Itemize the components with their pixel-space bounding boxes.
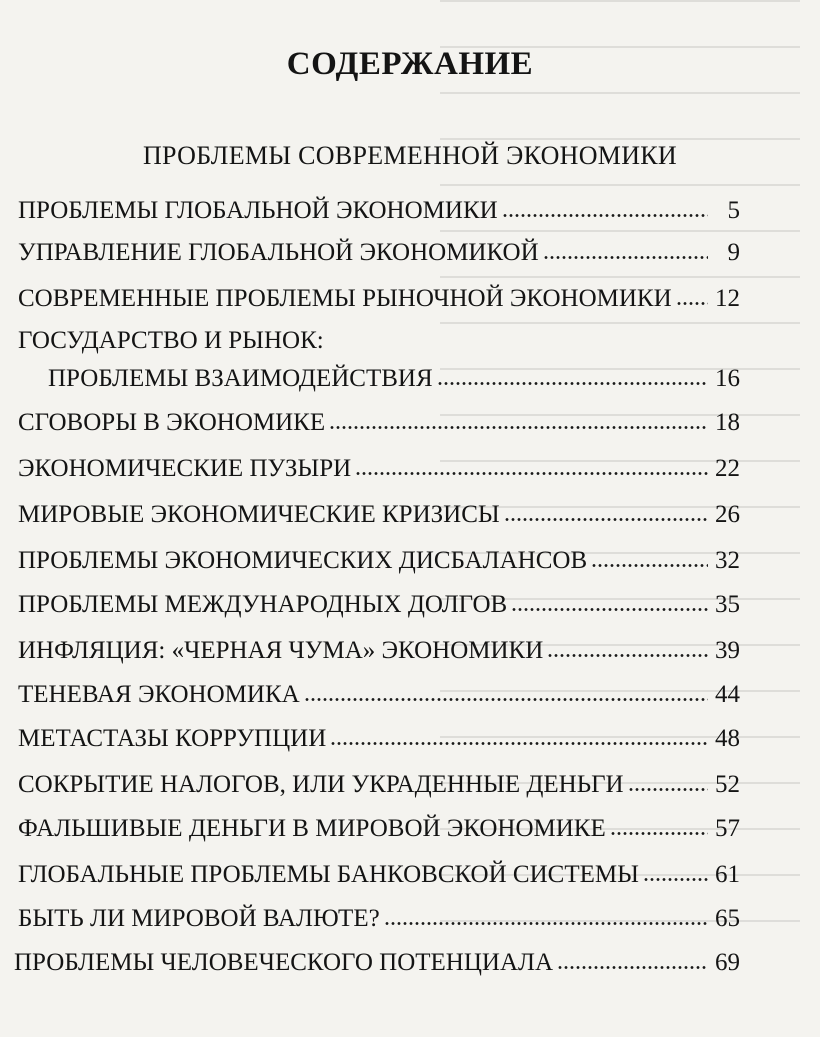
toc-entry[interactable]: [18, 676, 740, 710]
toc-entry-title: БЫТЬ ЛИ МИРОВОЙ ВАЛЮТЕ?: [18, 905, 380, 932]
toc-entry-title: СОКРЫТИЕ НАЛОГОВ, ИЛИ УКРАДЕННЫЕ ДЕНЬГИ: [18, 771, 624, 798]
dot-leader: [329, 424, 708, 431]
toc-entry-title: ПРОБЛЕМЫ ЧЕЛОВЕЧЕСКОГО ПОТЕНЦИАЛА: [14, 949, 554, 976]
page-title: СОДЕРЖАНИЕ: [286, 46, 534, 82]
dot-leader: [547, 652, 708, 659]
toc-entry-title: ТЕНЕВАЯ ЭКОНОМИКА: [18, 681, 300, 708]
toc-entry[interactable]: [18, 856, 740, 890]
dot-leader: [557, 964, 708, 971]
toc-entry-title: ПРОБЛЕМЫ ГЛОБАЛЬНОЙ ЭКОНОМИКИ: [18, 197, 498, 224]
toc-entry-page: 52: [715, 771, 740, 798]
dot-leader: [330, 740, 708, 747]
toc-entry-page: 5: [727, 197, 740, 224]
toc-entry[interactable]: [18, 192, 740, 226]
toc-entry-page: 12: [715, 285, 740, 312]
dot-leader: [643, 876, 708, 883]
dot-leader: [610, 830, 708, 837]
toc-entry-page: 22: [715, 455, 740, 482]
toc-entry[interactable]: [18, 766, 740, 800]
toc-entry-title-continuation: ПРОБЛЕМЫ ВЗАИМОДЕЙСТВИЯ: [48, 365, 433, 392]
toc-entry-page: 61: [715, 861, 740, 888]
dot-leader: [304, 696, 708, 703]
toc-entry[interactable]: [18, 720, 740, 754]
toc-entry[interactable]: [18, 542, 740, 576]
toc-entry-page: 44: [715, 681, 740, 708]
toc-entry-title: МЕТАСТАЗЫ КОРРУПЦИИ: [18, 725, 327, 752]
toc-entry-title: ИНФЛЯЦИЯ: «ЧЕРНАЯ ЧУМА» ЭКОНОМИКИ: [18, 637, 544, 664]
toc-entry-page: 69: [715, 949, 740, 976]
toc-entry-page: 48: [715, 725, 740, 752]
toc-entry[interactable]: [48, 360, 740, 394]
toc-entry[interactable]: [14, 944, 740, 978]
dot-leader: [511, 606, 708, 613]
toc-entry-page: 32: [715, 547, 740, 574]
toc-entry-page: 16: [715, 365, 740, 392]
toc-entry[interactable]: [18, 496, 740, 530]
toc-entry-title[interactable]: ГОСУДАРСТВО И РЫНОК:: [18, 327, 324, 354]
toc-entry[interactable]: [18, 404, 740, 438]
toc-entry[interactable]: [18, 632, 740, 666]
toc-entry-page: 9: [727, 239, 740, 266]
toc-entry-page: 26: [715, 501, 740, 528]
toc-entry[interactable]: [18, 810, 740, 844]
dot-leader: [591, 562, 708, 569]
dot-leader: [355, 470, 708, 477]
toc-entry-title: ГЛОБАЛЬНЫЕ ПРОБЛЕМЫ БАНКОВСКОЙ СИСТЕМЫ: [18, 861, 639, 888]
toc-entry[interactable]: [18, 900, 740, 934]
toc-entry-title: ПРОБЛЕМЫ ЭКОНОМИЧЕСКИХ ДИСБАЛАНСОВ: [18, 547, 588, 574]
toc-entry-title: ПРОБЛЕМЫ МЕЖДУНАРОДНЫХ ДОЛГОВ: [18, 591, 508, 618]
dot-leader: [543, 254, 708, 261]
toc-entry-title: ФАЛЬШИВЫЕ ДЕНЬГИ В МИРОВОЙ ЭКОНОМИКЕ: [18, 815, 606, 842]
section-heading: ПРОБЛЕМЫ СОВРЕМЕННОЙ ЭКОНОМИКИ: [142, 141, 678, 170]
toc-entry-title: СГОВОРЫ В ЭКОНОМИКЕ: [18, 409, 326, 436]
dot-leader: [502, 212, 708, 219]
toc-entry-title: СОВРЕМЕННЫЕ ПРОБЛЕМЫ РЫНОЧНОЙ ЭКОНОМИКИ: [18, 285, 672, 312]
dot-leader: [676, 300, 708, 307]
toc-entry-page: 39: [715, 637, 740, 664]
toc-entry-title: УПРАВЛЕНИЕ ГЛОБАЛЬНОЙ ЭКОНОМИКОЙ: [18, 239, 539, 266]
dot-leader: [437, 380, 708, 387]
toc-entry[interactable]: [18, 234, 740, 268]
toc-entry[interactable]: [18, 280, 740, 314]
toc-entry-page: 18: [715, 409, 740, 436]
toc-entry-title: МИРОВЫЕ ЭКОНОМИЧЕСКИЕ КРИЗИСЫ: [18, 501, 500, 528]
dot-leader: [628, 786, 708, 793]
toc-entry-page: 65: [715, 905, 740, 932]
dot-leader: [504, 516, 708, 523]
toc-entry-title: ЭКОНОМИЧЕСКИЕ ПУЗЫРИ: [18, 455, 352, 482]
toc-entry-page: 35: [715, 591, 740, 618]
toc-entry-page: 57: [715, 815, 740, 842]
dot-leader: [384, 920, 708, 927]
toc-entry[interactable]: [18, 586, 740, 620]
toc-entry[interactable]: [18, 450, 740, 484]
